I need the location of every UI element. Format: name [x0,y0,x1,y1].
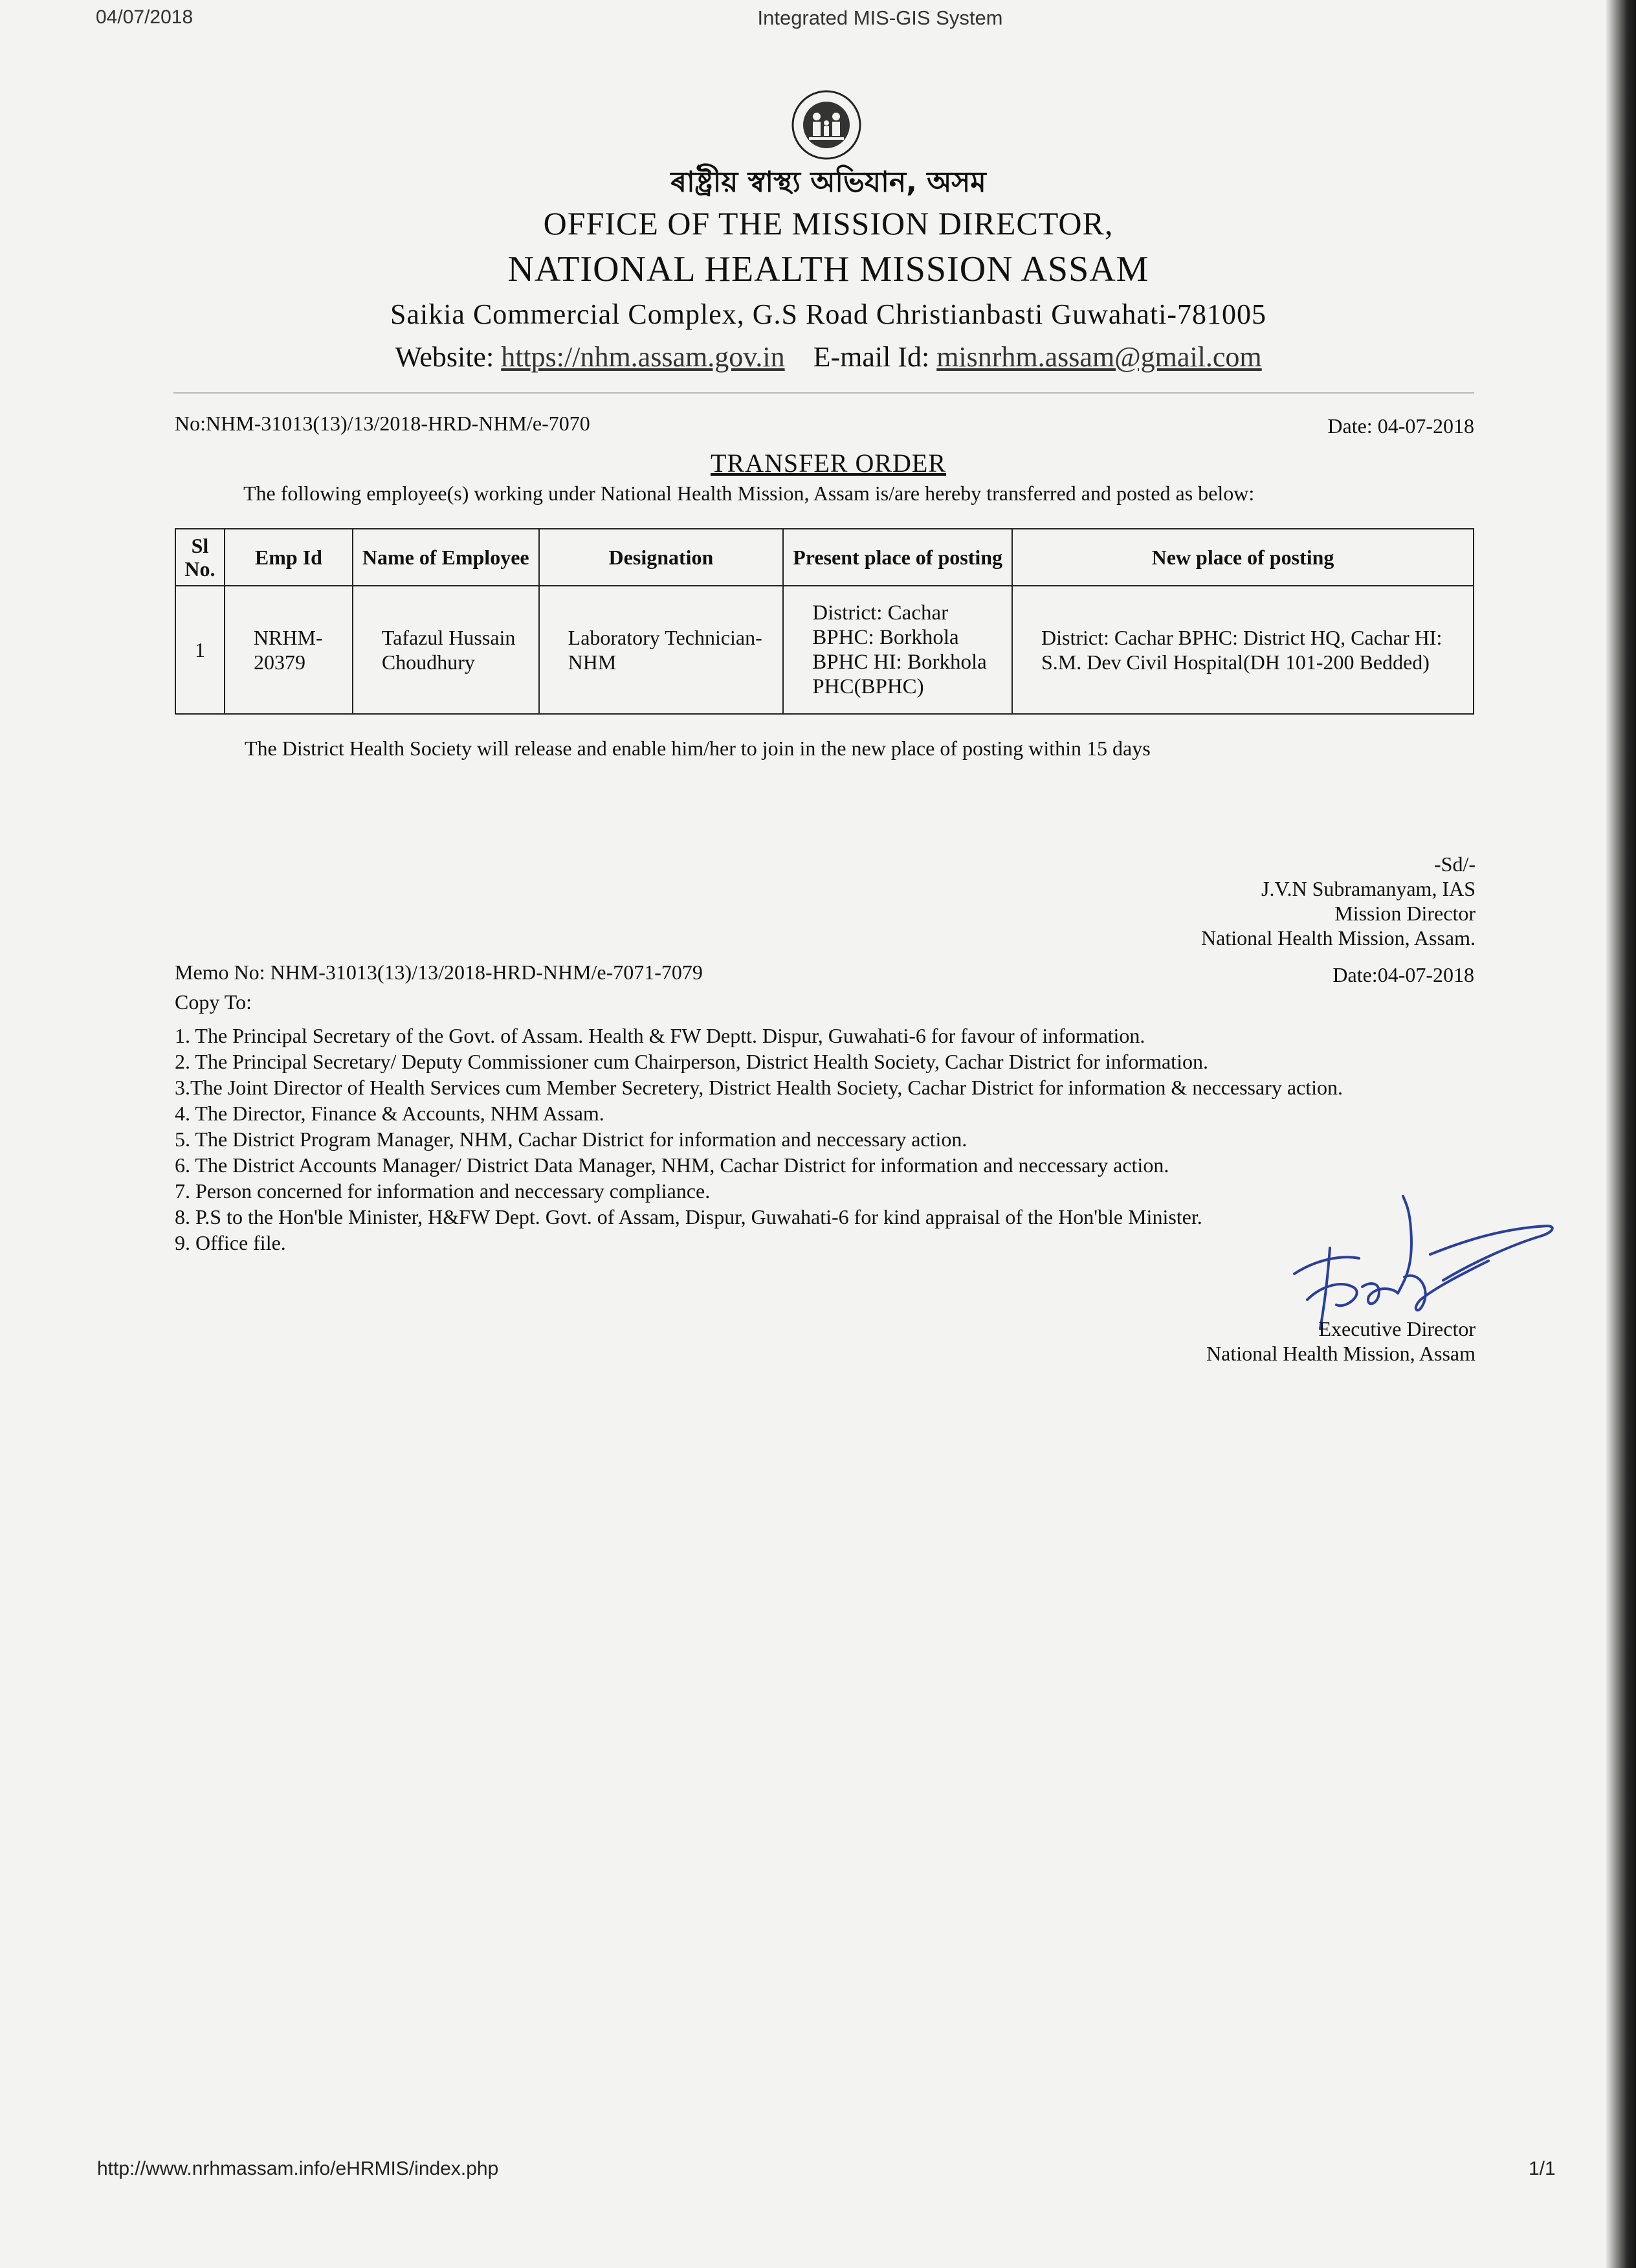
print-footer-url: http://www.nrhmassam.info/eHRMIS/index.php [97,2158,499,2179]
list-item: 9. Office file. [175,1231,286,1254]
email-label: E-mail Id: [813,341,930,373]
office-title: OFFICE OF THE MISSION DIRECTOR, [543,205,1114,241]
col-header-new-place: New place of posting [1012,529,1474,586]
cell-designation: Laboratory Technician-NHM [539,586,784,714]
print-footer-page: 1/1 [1529,2158,1556,2179]
order-number: No:NHM-31013(13)/13/2018-HRD-NHM/e-7070 [175,412,590,435]
bengali-office-name: ৰাষ্ট্ৰীয় স্বাস্থ্য অভিযান, অসম [670,166,986,199]
memo-date: Date:04-07-2018 [1332,963,1474,986]
col-header-designation: Designation [539,529,784,586]
cell-name: Tafazul Hussain Choudhury [353,586,539,714]
contact-line [324,340,1333,373]
print-header-date: 04/07/2018 [96,6,193,28]
mission-title: NATIONAL HEALTH MISSION ASSAM [507,249,1149,289]
order-intro: The following employee(s) working under National Health Mission, Assam is/are hereby transferred and posted as below: [243,482,1255,505]
cell-emp-id: NRHM-20379 [225,586,353,714]
release-note: The District Health Society will release and enable him/her to join in the new place of posting within 15 days [245,737,1151,760]
signatory-block [1201,852,1476,950]
countersign-organisation: National Health Mission, Assam [1206,1342,1476,1365]
col-header-present-place: Present place of posting [783,529,1012,586]
list-item: 8. P.S to the Hon'ble Minister, H&FW Dept. Govt. of Assam, Dispur, Guwahati-6 for kind appraisal of the Hon'ble Minister. [175,1205,1202,1228]
signatory-name: J.V.N Subramanyam, IAS [1261,877,1476,900]
list-item: 2. The Principal Secretary/ Deputy Commissioner cum Chairperson, District Health Society, Cachar District for information. [175,1050,1208,1073]
cell-present-place: District: Cachar BPHC: Borkhola BPHC HI: Borkhola PHC(BPHC) [783,586,1012,714]
memo-number: Memo No: NHM-31013(13)/13/2018-HRD-NHM/e-7071-7079 [175,961,703,984]
sd-mark: -Sd/- [1434,852,1476,876]
col-header-name: Name of Employee [353,529,539,586]
signatory-organisation: National Health Mission, Assam. [1201,926,1476,950]
cell-new-place: District: Cachar BPHC: District HQ, Cachar HI: S.M. Dev Civil Hospital(DH 101-200 Bedded) [1012,586,1474,714]
print-header-title: Integrated MIS-GIS System [757,6,1003,29]
list-item: 5. The District Program Manager, NHM, Cachar District for information and neccessary action. [175,1128,967,1151]
table-row [175,586,1474,714]
order-heading: TRANSFER ORDER [710,449,947,478]
copy-to-label: Copy To: [175,990,252,1014]
list-item: 4. The Director, Finance & Accounts, NHM Assam. [175,1102,604,1125]
website-link[interactable]: https://nhm.assam.gov.in [501,341,785,373]
list-item: 7. Person concerned for information and neccessary compliance. [175,1179,711,1203]
copy-list [175,1023,1343,1256]
scan-page-edge [1606,0,1636,2268]
office-address: Saikia Commercial Complex, G.S Road Christianbasti Guwahati-781005 [390,298,1267,330]
national-health-mission-emblem-icon [791,89,862,161]
col-header-emp-id: Emp Id [225,529,353,586]
letterhead-divider [173,392,1474,394]
countersign-block [1206,1317,1476,1366]
list-item: 1. The Principal Secretary of the Govt. of Assam. Health & FW Deptt. Dispur, Guwahati-6 for favour of information. [175,1024,1145,1047]
list-item: 6. The District Accounts Manager/ District Data Manager, NHM, Cachar District for information and neccessary action. [175,1153,1169,1177]
order-date: Date: 04-07-2018 [1327,414,1474,438]
website-label: Website: [395,341,494,373]
cell-sl: 1 [175,586,225,714]
table-header-row [175,529,1474,586]
list-item: 3.The Joint Director of Health Services cum Member Secretery, District Health Society, Cachar District for information & neccessary action. [175,1076,1343,1099]
signatory-designation: Mission Director [1334,902,1476,925]
col-header-sl: Sl No. [175,529,225,586]
transfer-table [175,528,1474,715]
email-link[interactable]: misnrhm.assam@gmail.com [936,341,1262,373]
countersign-designation: Executive Director [1318,1317,1476,1340]
